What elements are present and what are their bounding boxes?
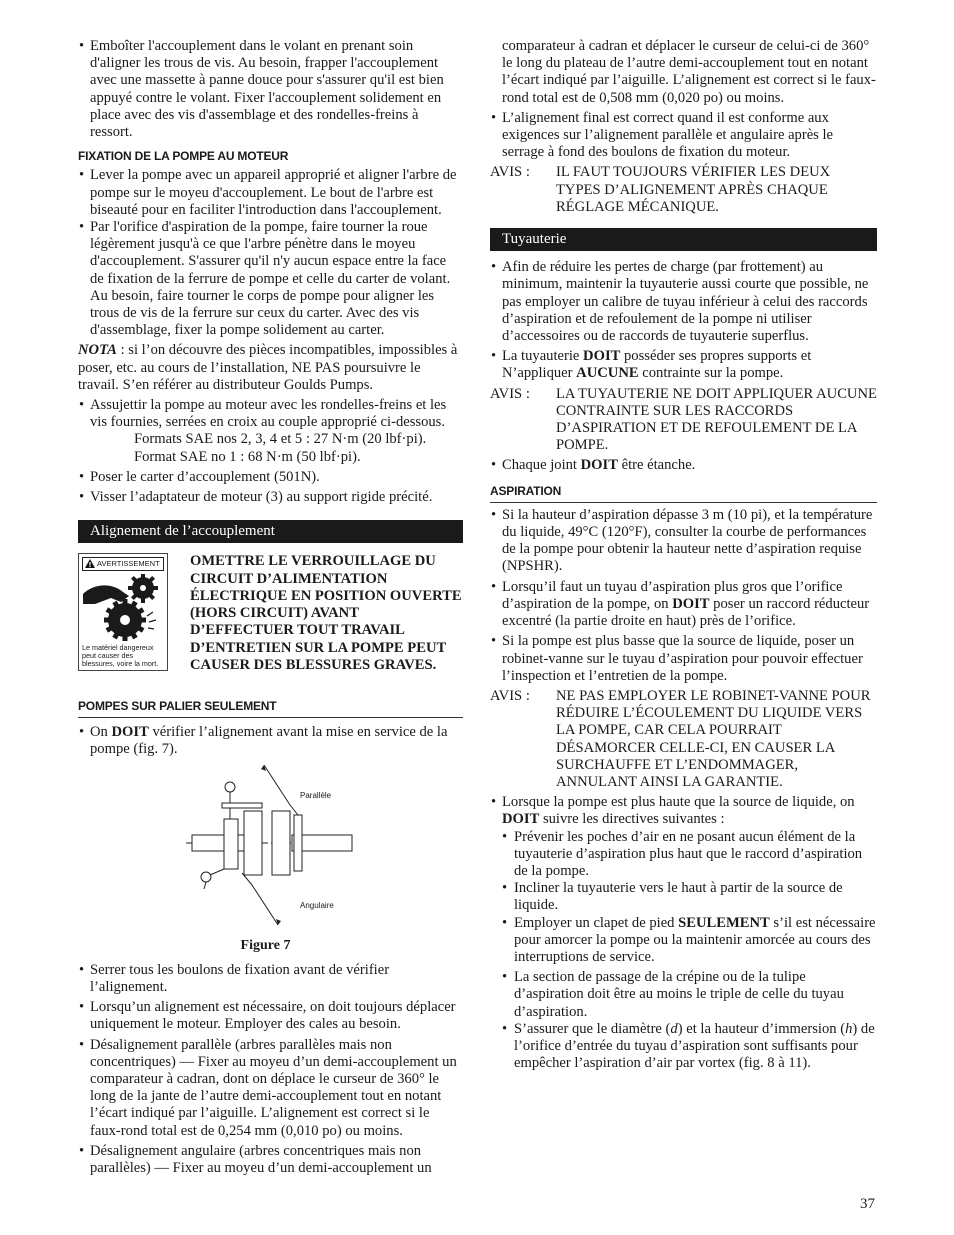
- bullet-motor-adapter: • Visser l’adaptateur de moteur (3) au support rigide précité.: [78, 489, 463, 506]
- text-vortex: ) de l’orifice d’entrée du tuyau d’aspiration sont suffisants pour empêcher l’aspiration d’air par vortex (fig. 8 à 11).: [514, 1020, 875, 1072]
- text-pump-higher: Lorsque la pompe est plus haute que la source de liquide, on: [502, 794, 855, 811]
- continued-paragraph: comparateur à cadran et déplacer le curseur de celui-ci de 360° le long du plateau de l’autre demi-accouplement tout en notant l’écart indiqué par l’aiguille. L’alignement est correct si le faux-rond total est de 0,508 mm (0,020 po) ou moins.: [502, 38, 876, 106]
- bullet-check-alignment: [78, 724, 463, 758]
- text-larger-pipe: Lorsqu’il faut un tuyau d’aspiration plus gros que l’orifice d’aspiration de la pompe, on: [502, 578, 843, 612]
- text-and-height: ) et la hauteur d’immersion (: [677, 1020, 846, 1037]
- text-doit: DOIT: [583, 348, 621, 365]
- warning-block: [78, 553, 463, 673]
- subbullet-strainer: • La section de passage de la crépine ou de la tulipe d’aspiration doit être au moins le triple de celle du tuyau d’aspiration.: [490, 969, 877, 1021]
- text-necessary: s’il est nécessaire pour amorcer la pompe ou la maintenir amorcée au cours des interruptions de service.: [514, 914, 876, 965]
- text-joint: Chaque joint: [502, 457, 581, 474]
- text-foot-valve: Employer un clapet de pied: [514, 914, 679, 931]
- notice-label: AVIS :: [490, 385, 530, 402]
- text-doit: DOIT: [502, 811, 540, 828]
- bullet-final-alignment: • L’alignement final est correct quand il est conforme aux exigences sur l’alignement parallèle et angulaire après le serrage à fond des boulons de fixation du moteur.: [490, 110, 877, 162]
- bullet-move-motor: • Lorsqu’un alignement est nécessaire, on doit toujours déplacer uniquement le moteur. Employer des cales au besoin.: [78, 999, 463, 1033]
- text-d: d: [670, 1020, 678, 1037]
- hand-gears-hazard-icon: [81, 574, 163, 646]
- bullet-tighten-bolts: • Serrer tous les boulons de fixation avant de vérifier l’alignement.: [78, 962, 463, 996]
- bullet-lift-pump: • Lever la pompe avec un appareil approprié et aligner l'arbre de pompe sur le moyeu d'accouplement. Le bout de l'arbre est biseauté pour en faciliter l'introduction dans l'accouplement.: [78, 167, 463, 219]
- nota-label: NOTA: [78, 342, 117, 359]
- warning-label: [78, 553, 168, 671]
- text-verify: vérifier l’alignement avant la mise en service de la pompe (fig. 7).: [90, 724, 448, 758]
- text-tight: être étanche.: [617, 457, 696, 474]
- bullet-angular-misalignment: • Désalignement angulaire (arbres concentriques mais non parallèles) — Fixer au moyeu d’un demi-accouplement un: [78, 1143, 463, 1177]
- subbullet-foot-valve: [490, 915, 877, 967]
- text-doit: DOIT: [111, 724, 149, 741]
- bullet-joints-tight: [490, 457, 877, 474]
- section-bar-alignment: Alignement de l’accouplement: [78, 520, 463, 543]
- bullet-pipe-length: • Afin de réduire les pertes de charge (par frottement) au minimum, maintenir la tuyauterie aussi courte que possible, ne pas employer un calibre de tuyau inférieur à celui des raccords d’aspiration et de refoulement de la pompe ni utiliser d’accessoires ou de raccords de tuyauterie superflus.: [490, 259, 877, 345]
- text-aucune: AUCUNE: [576, 365, 639, 382]
- subbullet-diameter: [490, 1021, 877, 1073]
- notice-label: AVIS :: [490, 687, 530, 704]
- text-ensure: S’assurer que le diamètre (: [514, 1020, 671, 1037]
- section-bar-piping: Tuyauterie: [490, 228, 877, 251]
- text-h: h: [845, 1020, 853, 1037]
- figure-7: [78, 765, 463, 937]
- page-number: 37: [860, 1196, 875, 1212]
- text-constraint: contrainte sur la pompe.: [638, 365, 784, 382]
- subbullet-air-pockets: • Prévenir les poches d’air en ne posant aucun élément de la tuyauterie d’aspiration plus haut que le raccord d’aspiration de la pompe.: [490, 829, 877, 881]
- notice-label: AVIS :: [490, 164, 530, 181]
- notice-gate-valve: [490, 688, 877, 791]
- notice-text: LA TUYAUTERIE NE DOIT APPLIQUER AUCUNE CONTRAINTE SUR LES RACCORDS D’ASPIRATION ET DE REFOULEMENT DE LA POMPE.: [556, 385, 877, 454]
- bullet-rotate-impeller: • Par l'orifice d'aspiration de la pompe, faire tourner la roue légèrement jusqu'à ce que l'arbre pénètre dans le moyeu d'accouplement. S'assurer qu'il n'y aucun espace entre la face de fixation de la ferrure de pompe et celle du carter de volant. Au besoin, faire tourner le corps de pompe pour aligner les trous de vis de la ferrure sur ceux du carter. Avec des vis d'assemblage, fixer la pompe solidement au carter.: [78, 219, 463, 339]
- subheading-pump-motor: FIXATION DE LA POMPE AU MOTEUR: [78, 149, 289, 164]
- notice-piping: [490, 386, 877, 455]
- warning-caption: Le matériel dangereux peut causer des blessures, voire la mort.: [82, 643, 159, 669]
- notice-text: IL FAUT TOUJOURS VÉRIFIER LES DEUX TYPES D’ALIGNEMENT APRÈS CHAQUE RÉGLAGE MÉCANIQUE.: [556, 164, 831, 215]
- text-reducer: poser un raccord réducteur excentré (la partie droite en haut) près de l’orifice.: [502, 595, 870, 630]
- bullet-secure-pump: • Assujettir la pompe au moteur avec les rondelles-freins et les vis fournies, serrées en croix au couple approprié ci-dessous.: [78, 397, 463, 431]
- label-parallel: Parallèle: [300, 790, 332, 800]
- text-doit: DOIT: [580, 457, 618, 474]
- text-directives: suivre les directives suivantes :: [539, 811, 725, 828]
- text-on: On: [90, 724, 112, 741]
- text-seulement: SEULEMENT: [678, 914, 770, 931]
- text-piping: La tuyauterie: [502, 348, 584, 365]
- bullet-parallel-misalignment: • Désalignement parallèle (arbres parallèles mais non concentriques) — Fixer au moyeu d’un demi-accouplement un comparateur à cadran, dont on déplace le curseur de 360° le long de la jante de l’autre demi-accouplement tout en notant l’écart indiqué par l’aiguille. L’alignement est correct si le faux-rond total est de 0,254 mm (0,010 po) ou moins.: [78, 1037, 463, 1140]
- subbullet-incline: • Incliner la tuyauterie vers le haut à partir de la source de liquide.: [490, 880, 877, 914]
- bullet-suction-height: • Si la hauteur d’aspiration dépasse 3 m (10 pi), et la température du liquide, 49°C (120°F), consulter la courbe de performances de la pompe pour obtenir la hauteur nette d’aspiration requise (NPSHR).: [490, 507, 877, 576]
- subheading-bearing-pumps: POMPES SUR PALIER SEULEMENT: [78, 698, 463, 718]
- warning-text: OMETTRE LE VERROUILLAGE DU CIRCUIT D’ALIMENTATION ÉLECTRIQUE EN POSITION OUVERTE (HORS CIRCUIT) AVANT D’EFFECTUER TOUT TRAVAIL D’ENTRETIEN SUR LA POMPE PEUT CAUSER DES BLESSURES GRAVES.: [190, 553, 462, 673]
- formats-line-1: Formats SAE nos 2, 3, 4 et 5 : 27 N·m (20 lbf·pi).: [134, 431, 427, 448]
- bullet-coupling: • Emboîter l'accouplement dans le volant en prenant soin d'aligner les trous de vis. Au besoin, frapper l'accouplement avec une massette à panne douce pour s'assurer qu'il est bien appuyé contre le volant. Fixer l'accouplement solidement en place avec des vis d'assemblage et des rondelles-freins à ressort.: [78, 38, 463, 141]
- label-angular: Angulaire: [300, 900, 334, 910]
- left-column: [78, 38, 463, 1177]
- formats-line-2: Format SAE no 1 : 68 N·m (50 lbf·pi).: [134, 448, 361, 465]
- subheading-suction: ASPIRATION: [490, 483, 877, 503]
- right-column: [490, 38, 877, 1072]
- notice-alignment: [490, 164, 877, 216]
- notice-text: NE PAS EMPLOYER LE ROBINET-VANNE POUR RÉDUIRE L’ÉCOULEMENT DU LIQUIDE VERS LA POMPE, CAR CELA POURRAIT DÉSAMORCER CELLE-CI, EN CAUSER LA SURCHAUFFE ET L’ENDOMMAGER, ANNULANT AINSI LA GARANTIE.: [556, 687, 871, 790]
- nota-text: : si l’on découvre des pièces incompatibles, impossibles à poser, etc. au cours de l’installation, NE PAS poursuivre le travail. S’en référer au distributeur Goulds Pumps.: [78, 342, 458, 393]
- coupling-alignment-diagram: [182, 765, 362, 925]
- text-possess: posséder ses propres supports et N’appliquer: [502, 348, 812, 382]
- nota-paragraph: [78, 342, 463, 394]
- bullet-pipe-supports: [490, 348, 877, 382]
- figure-caption: Figure 7: [240, 937, 291, 953]
- warning-header-text: AVERTISSEMENT: [97, 559, 160, 569]
- bullet-gate-valve: • Si la pompe est plus basse que la source de liquide, poser un robinet-vanne sur le tuyau d’aspiration pour pouvoir effectuer l’inspection et l’entretien de la pompe.: [490, 633, 877, 685]
- bullet-reducer: [490, 579, 877, 631]
- warning-header: [82, 557, 164, 571]
- bullet-coupling-housing: • Poser le carter d’accouplement (501N).: [78, 469, 463, 486]
- bullet-pump-higher: [490, 794, 877, 828]
- text-doit: DOIT: [672, 595, 710, 612]
- warning-triangle-icon: [85, 559, 95, 568]
